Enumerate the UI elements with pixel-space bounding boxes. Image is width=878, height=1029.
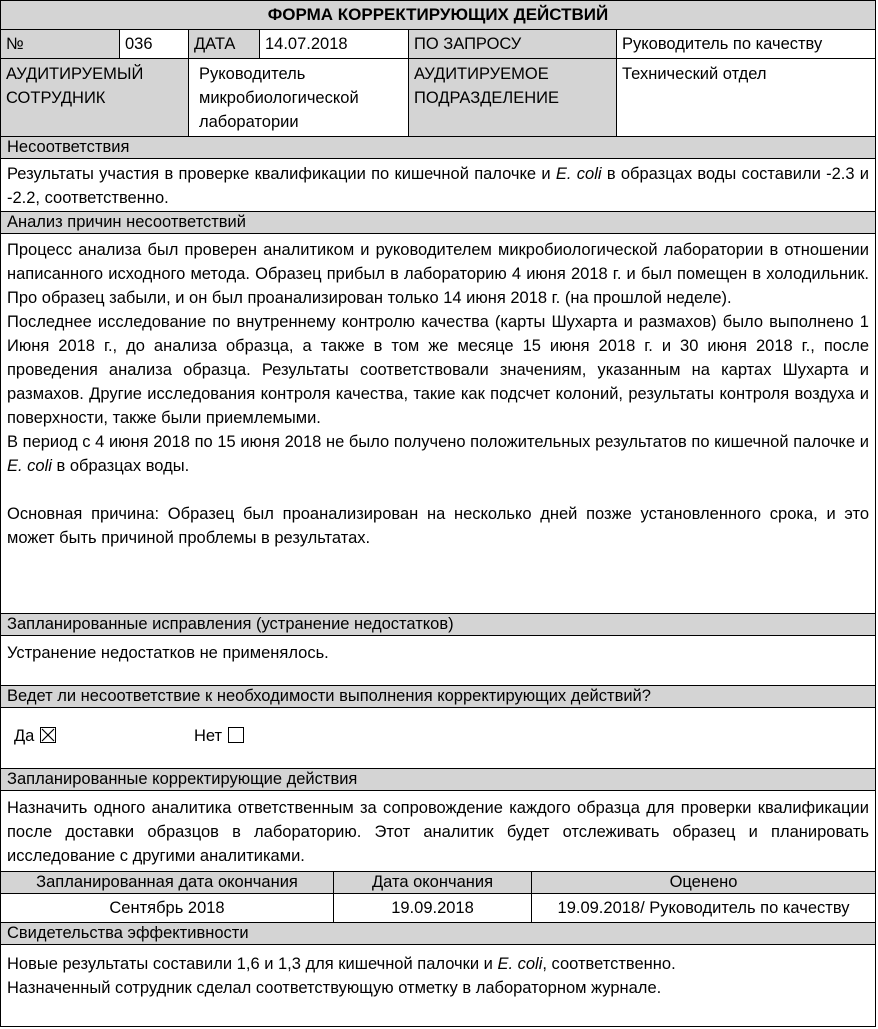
analysis-root-cause: Основная причина: Образец был проанализирован на несколько дней позже установленного срока, и это может быть причиной проблемы в результатах. xyxy=(7,505,869,547)
schedule-header-row xyxy=(1,872,875,894)
request-label: ПО ЗАПРОСУ xyxy=(409,30,617,58)
yes-label: Да xyxy=(14,727,35,745)
yes-option xyxy=(14,727,56,746)
request-value: Руководитель по качеству xyxy=(622,35,823,53)
analysis-paragraph-2: Последнее исследование по внутреннему контролю качества (карты Шухарта и размахов) было выполнено 1 Июня 2018 г., до анализа образца, а также в том же месяце 15 июня 2018 г. и 30 июня 2018 г., после проведения анализа образца. Результаты соответствовали значениям, указанным на картах Шухарта и размахов. Другие исследования контроля качества, такие как подсчет колоний, результаты контроля воздуха и поверхности, также были приемлемыми. xyxy=(7,313,869,427)
corrections-heading: Запланированные исправления (устранение недостатков) xyxy=(1,614,875,636)
nonconformity-text: Результаты участия в проверке квалификации по кишечной палочке и E. coli в образцах воды составили -2.3 и -2.2, соответственно. xyxy=(1,159,875,212)
unit-label: АУДИТИРУЕМОЕ ПОДРАЗДЕЛЕНИЕ xyxy=(409,59,617,136)
form-title: ФОРМА КОРРЕКТИРУЮЩИХ ДЕЙСТВИЙ xyxy=(1,1,875,30)
col-evaluated: Оценено xyxy=(669,873,738,891)
date-label: ДАТА xyxy=(189,30,260,58)
analysis-heading: Анализ причин несоответствий xyxy=(1,212,875,234)
header-row-2 xyxy=(1,59,875,137)
evidence-heading: Свидетельства эффективности xyxy=(1,923,875,945)
no-label: Нет xyxy=(194,727,223,745)
evidence-text xyxy=(1,945,875,1026)
col-planned-date: Запланированная дата окончания xyxy=(1,872,334,893)
unit-value: Технический отдел xyxy=(622,65,767,83)
nonconformity-heading: Несоответствия xyxy=(1,137,875,159)
no-checkbox[interactable] xyxy=(228,727,244,743)
schedule-value-row xyxy=(1,894,875,923)
header-row-1 xyxy=(1,30,875,59)
number-label: № xyxy=(1,30,120,58)
date-value: 14.07.2018 xyxy=(260,30,409,58)
number-value: 036 xyxy=(120,30,189,58)
corrections-text: Устранение недостатков не применялось. xyxy=(1,636,875,686)
question-heading: Ведет ли несоответствие к необходимости выполнения корректирующих действий? xyxy=(1,686,875,708)
analysis-paragraph-3: В период с 4 июня 2018 по 15 июня 2018 не было получено положительных результатов по кишечной палочке и E. coli в образцах воды. xyxy=(7,433,869,475)
col-actual-date: Дата окончания xyxy=(334,872,532,893)
actual-date-value: 19.09.2018 xyxy=(334,894,532,922)
no-option xyxy=(194,727,244,746)
question-answers xyxy=(1,708,875,769)
check-cross-icon xyxy=(41,728,55,742)
evidence-line-2: Назначенный сотрудник сделал соответствующую отметку в лабораторном журнале. xyxy=(7,979,662,997)
actions-heading: Запланированные корректирующие действия xyxy=(1,769,875,791)
auditee-value: Руководитель микробиологической лаборатории xyxy=(189,59,409,136)
evaluated-value: 19.09.2018/ Руководитель по качеству xyxy=(557,899,850,917)
analysis-text xyxy=(1,234,875,614)
auditee-label: АУДИТИРУЕМЫЙ СОТРУДНИК xyxy=(1,59,189,136)
analysis-paragraph-1: Процесс анализа был проверен аналитиком и руководителем микробиологической лаборатории в отношении написанного исходного метода. Образец прибыл в лабораторию 4 июня 2018 г. и был помещен в холодильник. Про образец забыли, и он был проанализирован только 14 июня 2018 г. (на прошлой неделе). xyxy=(7,241,869,307)
evidence-line-1: Новые результаты составили 1,6 и 1,3 для кишечной палочки и E. coli, соответственно. xyxy=(7,955,676,973)
actions-text: Назначить одного аналитика ответственным за сопровождение каждого образца для проверки квалификации после доставки образцов в лабораторию. Этот аналитик будет отслеживать образец и планировать исследование с другими аналитиками. xyxy=(1,791,875,872)
yes-checkbox[interactable] xyxy=(40,727,56,743)
planned-date-value: Сентябрь 2018 xyxy=(1,894,334,922)
